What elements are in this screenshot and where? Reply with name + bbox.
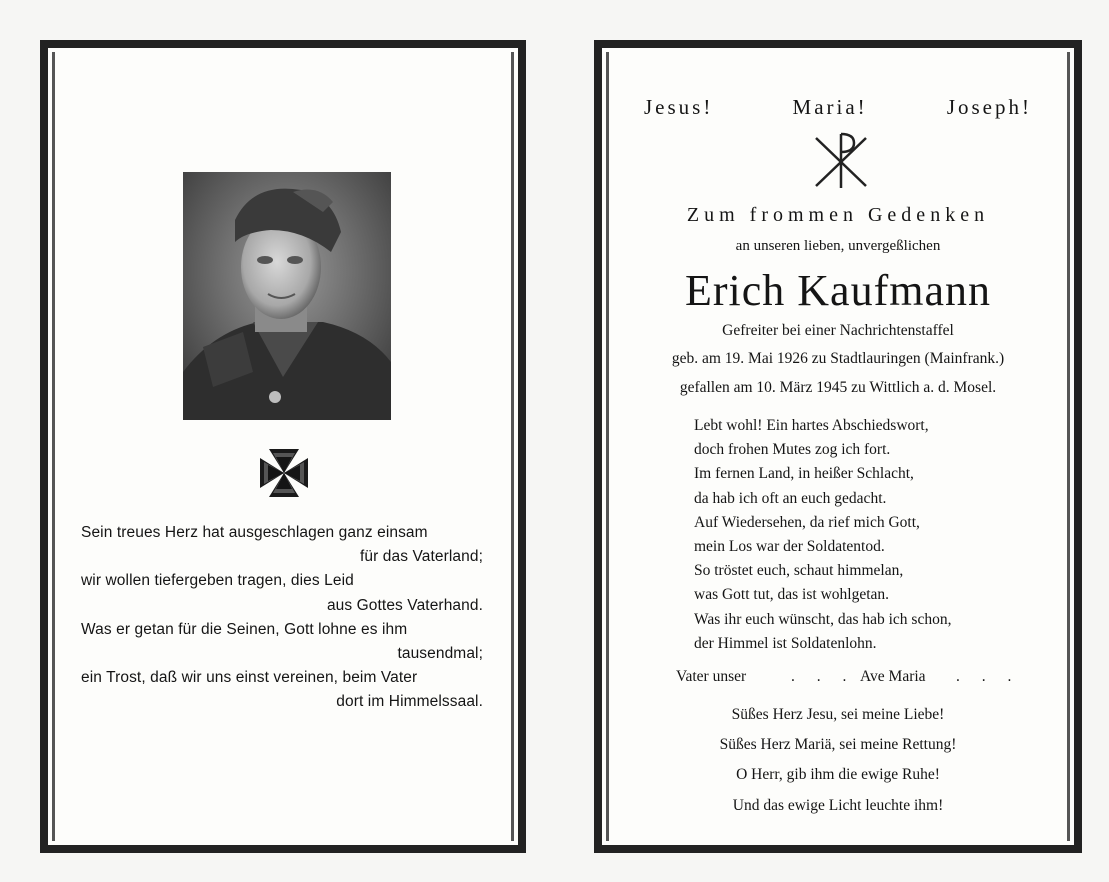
iron-cross-icon [259, 448, 309, 498]
closing-invocations [602, 700, 1074, 821]
portrait-photo [183, 172, 391, 420]
poem-line: doch frohen Mutes zog ich fort. [694, 441, 891, 459]
holy-names [644, 95, 1032, 120]
holy-name-joseph: Joseph! [946, 95, 1032, 119]
birth-info: geb. am 19. Mai 1926 zu Stadtlauringen (Mainfrank.) [671, 350, 1005, 367]
verse-line: ein Trost, daß wir uns einst vereinen, beim Vater [81, 669, 418, 687]
verse-line: dort im Himmelssaal. [336, 693, 483, 711]
verse-line: aus Gottes Vaterhand. [326, 596, 483, 614]
invocation-line: Süßes Herz Mariä, sei meine Rettung! [719, 736, 957, 754]
invocation-line: Süßes Herz Jesu, sei meine Liebe! [731, 706, 945, 723]
prayer-dots: . . . [956, 668, 1021, 685]
invocation-line: O Herr, gib ihm die ewige Ruhe! [736, 766, 940, 784]
left-card [40, 40, 526, 853]
death-info: gefallen am 10. März 1945 zu Wittlich a. d. Mosel. [679, 379, 997, 396]
poem-line: mein Los war der Soldatentod. [694, 538, 885, 556]
subheading: an unseren lieben, unvergeßlichen [735, 238, 941, 254]
poem-line: da hab ich oft an euch gedacht. [694, 489, 887, 507]
holy-name-jesus: Jesus! [644, 95, 714, 119]
deceased-name: Erich Kaufmann [685, 266, 991, 315]
poem-line: Auf Wiedersehen, da rief mich Gott, [694, 513, 920, 531]
poem-line: Im fernen Land, in heißer Schlacht, [694, 465, 914, 483]
verse-line: tausendmal; [397, 645, 483, 663]
soldier-portrait-icon [183, 172, 391, 420]
prayer-vater-unser: Vater unser [676, 668, 747, 685]
poem-line: der Himmel ist Soldatenlohn. [694, 634, 877, 652]
prayer-ave-maria: Ave Maria [860, 668, 926, 685]
memorial-verse [81, 521, 483, 715]
prayer-dots: . . . [791, 668, 856, 685]
poem-line: So tröstet euch, schaut himmelan, [694, 562, 904, 580]
verse-line: wir wollen tiefergeben tragen, dies Leid [81, 572, 354, 590]
holy-name-maria: Maria! [792, 95, 868, 119]
chi-rho-icon [810, 130, 872, 190]
military-rank: Gefreiter bei einer Nachrichtenstaffel [722, 322, 954, 339]
right-card [594, 40, 1082, 853]
poem-line: Lebt wohl! Ein hartes Abschiedswort, [694, 417, 929, 434]
invocation-line: Und das ewige Licht leuchte ihm! [732, 796, 944, 814]
poem-line: was Gott tut, das ist wohlgetan. [694, 586, 890, 604]
verse-line: Was er getan für die Seinen, Gott lohne es ihm [81, 620, 408, 638]
heading: Zum frommen Gedenken [686, 204, 990, 226]
poem-line: Was ihr euch wünscht, das hab ich schon, [694, 610, 952, 628]
farewell-poem [694, 414, 1024, 656]
verse-line: Sein treues Herz hat ausgeschlagen ganz einsam [81, 524, 428, 541]
verse-line: für das Vaterland; [360, 548, 483, 566]
